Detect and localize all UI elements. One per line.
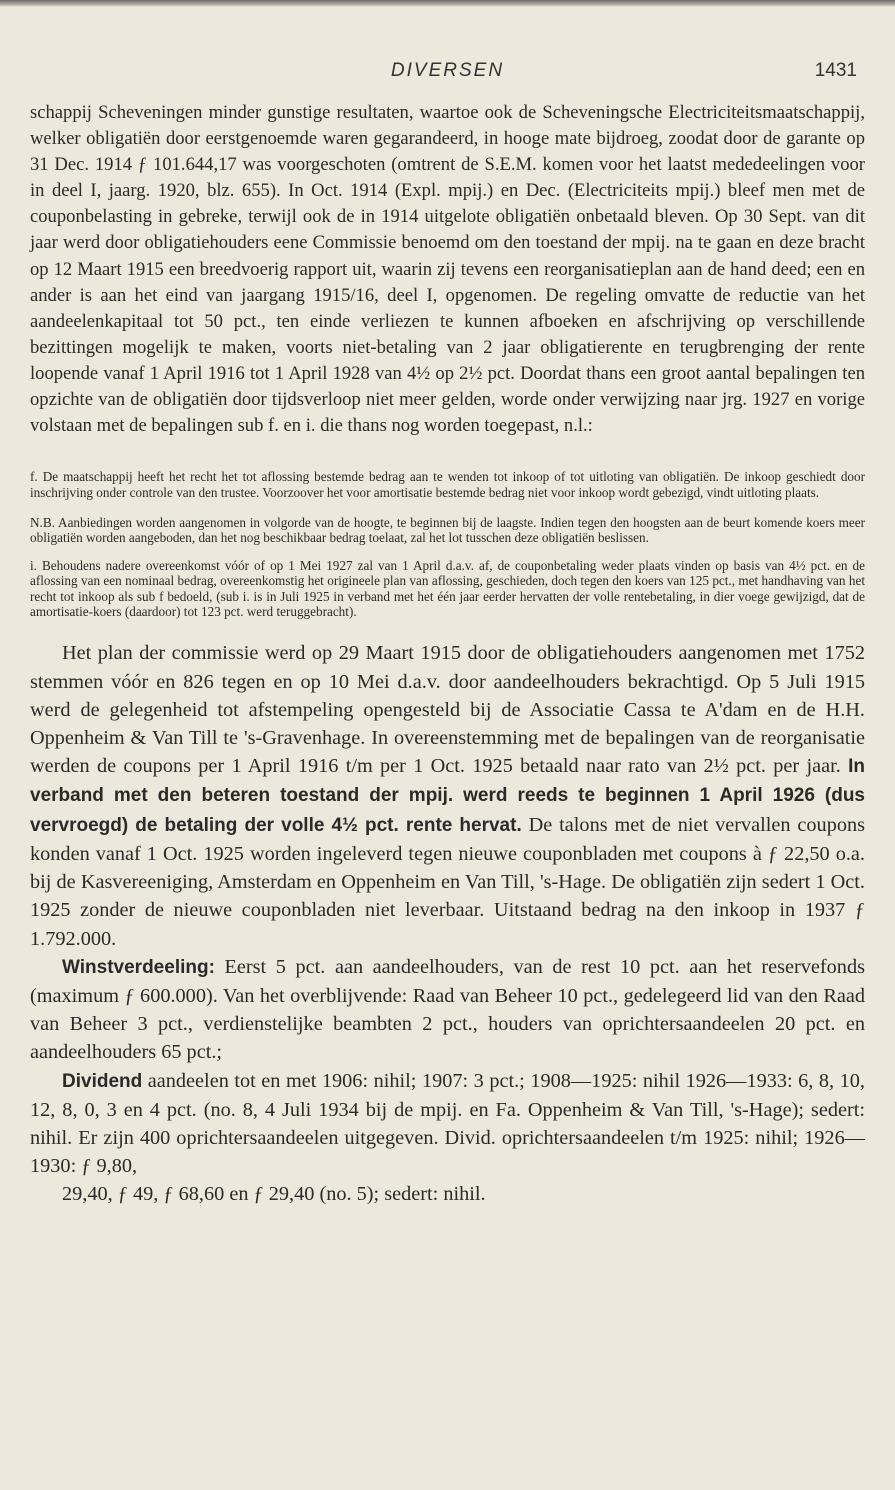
plan-bold-text: In verband met den beteren toestand der mpij. werd reeds te beginnen 1 April 1926 (dus vervroegd) de betaling der volle 4½ pct. rente hervat. [30,756,865,836]
plan-paragraph [30,639,865,952]
winstverdeeling-paragraph [30,953,865,1067]
running-title: DIVERSEN [390,60,505,81]
dividend-text: aandeelen tot en met 1906: nihil; 1907: 3 pct.; 1908—1925: nihil 1926—1933: 6, 8, 10, 12, 8, 0, 3 en 4 pct. (no. 8, 4 Juli 1934 bij de mpij. en Fa. Oppenheim & Van Till, 's-Hage); sedert: nihil. Er zijn 400 oprichtersaandeelen uitgegeven. Divid. oprichtersaandeelen t/m 1925: nihil; 1926—1930: ƒ 9,80, [30,1069,865,1178]
plan-text-after-bold: De talons met de niet vervallen coupons konden vanaf 1 Oct. 1925 worden ingeleverd tegen nieuwe couponbladen met coupons à ƒ 22,50 o.a. bij de Kasvereeniging, Amsterdam en Oppenheim en Van Till, 's-Hage. De obligatiën zijn sedert 1 Oct. 1925 zonder de nieuwe couponbladen niet leverbaar. Uitstaand bedrag na den inkoop in 1937 ƒ 1.792.000. [30,813,866,950]
clause-f: f. De maatschappij heeft het recht het tot aflossing bestemde bedrag aan te wenden tot inkoop of tot uitloting van obligatiën. De inkoop geschiedt door inschrijving onder controle van den trustee. Voorzoover het voor amortisatie bestemde bedrag niet voor inkoop wordt gebezigd, vindt uitloting plaats. [30,469,865,500]
dividend-paragraph [30,1067,865,1181]
document-page [30,0,865,1209]
page-header [30,60,865,90]
intro-paragraph: schappij Scheveningen minder gunstige resultaten, waartoe ook de Scheveningsche Electriciteitsmaatschappij, welker obligatiën door eerstgenoemde waren gegarandeerd, in hooge mate bijdroeg, zoodat door de garante op 31 Dec. 1914 ƒ 101.644,17 was voorgeschoten (omtrent de S.E.M. komen voor het laatst mededeelingen voor in deel I, jaarg. 1920, blz. 655). In Oct. 1914 (Expl. mpij.) en Dec. (Electriciteits mpij.) bleef men met de couponbelasting in gebreke, terwijl ook de in 1914 uitgelote obligatiën onbetaald bleven. Op 30 Sept. van dit jaar werd door obligatiehouders eene Commissie benoemd om den toestand der mpij. na te gaan en deze bracht op 12 Maart 1915 een breedvoerig rapport uit, waarin zij tevens een reorganisatieplan aan de hand deed; een en ander is aan het eind van jaargang 1915/16, deel I, opgenomen. De regeling omvatte de reductie van het aandeelenkapitaal tot 50 pct., ten einde verliezen te kunnen afboeken en afschrijving op verschillende bezittingen mogelijk te maken, voorts niet-betaling van 2 jaar obligatierente en terugbrenging der rente loopende vanaf 1 April 1916 tot 1 April 1928 van 4½ op 2½ pct. Doordat thans een groot aantal bepalingen ten opzichte van de obligatiën door tijdsverloop niet meer gelden, worde onder verwijzing naar jrg. 1927 en vorige volstaan met de bepalingen sub f. en i. die thans nog worden toegepast, n.l.: [30,102,865,437]
page-number: 1431 [814,60,857,81]
clause-i: i. Behoudens nadere overeenkomst vóór of op 1 Mei 1927 zal van 1 April d.a.v. af, de couponbetaling weder plaats vinden op basis van 4½ pct. en de aflossing van een nominaal bedrag, overeenkomstig het origineele plan van aflossing, geschieden, doch tegen den koers van 125 pct., met handhaving van het recht tot inkoop als sub f bedoeld, (sub i. is in Juli 1925 in verband met het één jaar eerder hervatten der volle rentebetaling, in dier voege gewijzigd, dat de amortisatie-koers (daardoor) tot 123 pct. werd teruggebracht). [30,557,865,620]
dividend-last-line: 29,40, ƒ 49, ƒ 68,60 en ƒ 29,40 (no. 5); sedert: nihil. [62,1183,486,1206]
plan-text-before-bold: Het plan der commissie werd op 29 Maart 1915 door de obligatiehouders aangenomen met 1752 stemmen vóór en 826 tegen en op 10 Mei d.a.v. door aandeelhouders bekrachtigd. Op 5 Juli 1915 werd de gelegenheid tot afstempeling opengesteld bij de Associatie Cassa te A'dam en de H.H. Oppenheim & Van Till te 's-Gravenhage. In overeenstemming met de bepalingen van de reorganisatie werden de coupons per 1 April 1916 t/m per 1 Oct. 1925 betaald naar rato van 2½ pct. per jaar. [30,642,865,778]
clause-nb: N.B. Aanbiedingen worden aangenomen in volgorde van de hoogte, te beginnen bij de laagste. Indien tegen den hoogsten aan de beurt komende koers meer obligatiën worden aangeboden, dan het nog beschikbaar bedrag toelaat, zal het lot tusschen deze obligatiën beslissen. [30,515,865,546]
dividend-label: Dividend [62,1070,143,1092]
winstverdeeling-text: Eerst 5 pct. aan aandeelhouders, van de rest 10 pct. aan het reservefonds (maximum ƒ 600.000). Van het overblijvende: Raad van Beheer 10 pct., gedelegeerd lid van den Raad van Beheer 3 pct., verdienstelijke beambten 2 pct., houders van oprichtersaandeelen 20 pct. en aandeelhouders 65 pct.; [30,955,865,1064]
winstverdeeling-label: Winstverdeeling: [62,956,215,978]
